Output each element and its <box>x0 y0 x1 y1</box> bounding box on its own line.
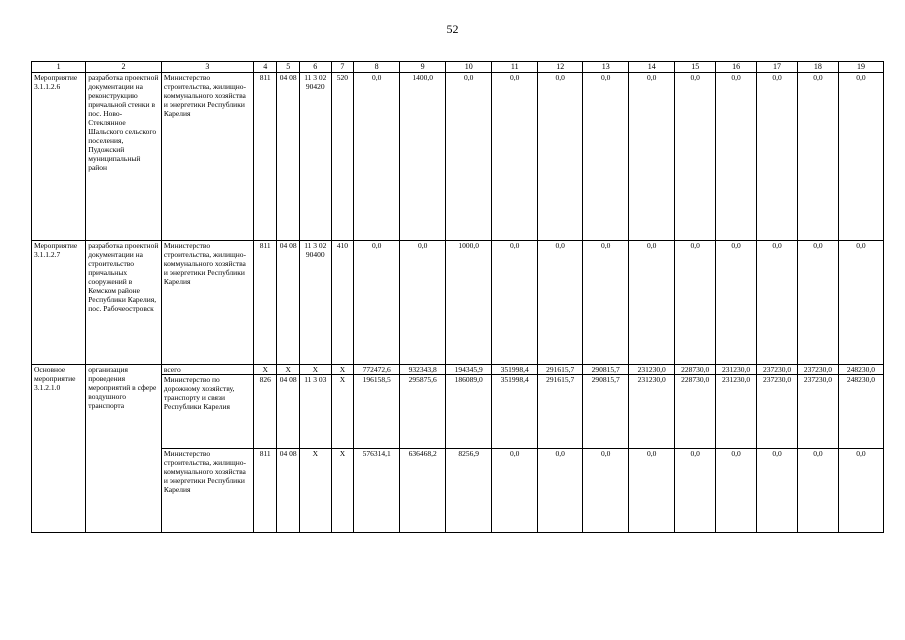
event-name: разработка проектной документации на строительство причальных сооружений в Кемском районе Республики Карелия, пос. Рабочеостровск <box>86 240 162 364</box>
cell: 0,0 <box>583 72 629 240</box>
executor: Министерство строительства, жилищно-коммунального хозяйства и энергетики Республики Карелия <box>161 72 253 240</box>
cell: 0,0 <box>446 72 492 240</box>
executor: всего <box>161 364 253 374</box>
cell: X <box>277 364 300 374</box>
cell: 0,0 <box>629 240 675 364</box>
cell: 11 3 02 90420 <box>299 72 331 240</box>
header-cell: 19 <box>838 62 883 73</box>
table-row <box>32 364 884 374</box>
cell: 237230,0 <box>797 374 838 448</box>
cell: 0,0 <box>716 72 757 240</box>
event-code: Основное мероприятие 3.1.2.1.0 <box>32 364 86 532</box>
cell: 228730,0 <box>675 364 716 374</box>
cell: 1000,0 <box>446 240 492 364</box>
cell: 0,0 <box>838 448 883 532</box>
cell: 231230,0 <box>629 364 675 374</box>
program-table <box>31 61 884 533</box>
cell: 291615,7 <box>538 364 583 374</box>
executor: Министерство строительства, жилищно-коммунального хозяйства и энергетики Республики Карелия <box>161 448 253 532</box>
header-cell: 9 <box>400 62 446 73</box>
cell: 410 <box>331 240 354 364</box>
header-cell: 14 <box>629 62 675 73</box>
cell: 932343,8 <box>400 364 446 374</box>
cell: 04 08 <box>277 240 300 364</box>
cell: 11 3 02 90400 <box>299 240 331 364</box>
header-cell: 6 <box>299 62 331 73</box>
cell: X <box>299 364 331 374</box>
table-row <box>32 240 884 364</box>
cell: 0,0 <box>675 72 716 240</box>
header-cell: 7 <box>331 62 354 73</box>
cell: 194345,9 <box>446 364 492 374</box>
cell: 0,0 <box>838 240 883 364</box>
cell: 520 <box>331 72 354 240</box>
event-code: Мероприятие 3.1.1.2.6 <box>32 72 86 240</box>
cell: 811 <box>253 240 277 364</box>
cell: 0,0 <box>538 448 583 532</box>
event-name: организация проведения мероприятий в сфере воздушного транспорта <box>86 364 162 532</box>
cell: 237230,0 <box>797 364 838 374</box>
header-cell: 18 <box>797 62 838 73</box>
header-cell: 12 <box>538 62 583 73</box>
cell: 04 08 <box>277 374 300 448</box>
cell: 636468,2 <box>400 448 446 532</box>
cell: 290815,7 <box>583 374 629 448</box>
event-code: Мероприятие 3.1.1.2.7 <box>32 240 86 364</box>
cell: 8256,9 <box>446 448 492 532</box>
executor: Министерство по дорожному хозяйству, транспорту и связи Республики Карелия <box>161 374 253 448</box>
header-cell: 11 <box>492 62 538 73</box>
header-cell: 2 <box>86 62 162 73</box>
cell: 186089,0 <box>446 374 492 448</box>
cell: 351998,4 <box>492 374 538 448</box>
event-name: разработка проектной документации на реконструкцию причальной стенки в пос. Ново-Стеклянное Шальского сельского поселения, Пудожский муниципальный район <box>86 72 162 240</box>
cell: 0,0 <box>629 448 675 532</box>
cell: 04 08 <box>277 72 300 240</box>
cell: 0,0 <box>797 72 838 240</box>
cell: 0,0 <box>400 240 446 364</box>
cell: 0,0 <box>492 72 538 240</box>
header-cell: 16 <box>716 62 757 73</box>
cell: 237230,0 <box>757 364 798 374</box>
cell: 0,0 <box>757 72 798 240</box>
cell: 811 <box>253 448 277 532</box>
cell: 0,0 <box>757 448 798 532</box>
header-cell: 5 <box>277 62 300 73</box>
cell: 0,0 <box>716 240 757 364</box>
header-cell: 3 <box>161 62 253 73</box>
cell: 0,0 <box>538 72 583 240</box>
cell: 0,0 <box>675 448 716 532</box>
page-number: 52 <box>446 22 459 36</box>
cell: 0,0 <box>538 240 583 364</box>
header-cell: 13 <box>583 62 629 73</box>
cell: 231230,0 <box>629 374 675 448</box>
cell: 11 3 03 <box>299 374 331 448</box>
cell: 0,0 <box>583 240 629 364</box>
cell: 291615,7 <box>538 374 583 448</box>
cell: 228730,0 <box>675 374 716 448</box>
cell: 0,0 <box>492 240 538 364</box>
cell: 04 08 <box>277 448 300 532</box>
cell: 0,0 <box>354 72 400 240</box>
header-cell: 4 <box>253 62 277 73</box>
cell: 351998,4 <box>492 364 538 374</box>
cell: 576314,1 <box>354 448 400 532</box>
header-cell: 17 <box>757 62 798 73</box>
cell: 0,0 <box>716 448 757 532</box>
header-cell: 8 <box>354 62 400 73</box>
cell: 0,0 <box>838 72 883 240</box>
cell: 811 <box>253 72 277 240</box>
cell: X <box>331 374 354 448</box>
cell: 0,0 <box>629 72 675 240</box>
cell: X <box>253 364 277 374</box>
cell: 0,0 <box>675 240 716 364</box>
cell: 1400,0 <box>400 72 446 240</box>
cell: 248230,0 <box>838 364 883 374</box>
cell: X <box>331 448 354 532</box>
cell: 248230,0 <box>838 374 883 448</box>
header-cell: 1 <box>32 62 86 73</box>
executor: Министерство строительства, жилищно-коммунального хозяйства и энергетики Республики Карелия <box>161 240 253 364</box>
table-row <box>32 72 884 240</box>
cell: 0,0 <box>797 448 838 532</box>
cell: 295875,6 <box>400 374 446 448</box>
cell: 772472,6 <box>354 364 400 374</box>
cell: X <box>331 364 354 374</box>
cell: 826 <box>253 374 277 448</box>
cell: 0,0 <box>757 240 798 364</box>
cell: 290815,7 <box>583 364 629 374</box>
cell: 237230,0 <box>757 374 798 448</box>
cell: 231230,0 <box>716 364 757 374</box>
header-row <box>32 62 884 73</box>
cell: 0,0 <box>354 240 400 364</box>
cell: 196158,5 <box>354 374 400 448</box>
cell: X <box>299 448 331 532</box>
cell: 231230,0 <box>716 374 757 448</box>
header-cell: 10 <box>446 62 492 73</box>
cell: 0,0 <box>492 448 538 532</box>
header-cell: 15 <box>675 62 716 73</box>
cell: 0,0 <box>797 240 838 364</box>
cell: 0,0 <box>583 448 629 532</box>
